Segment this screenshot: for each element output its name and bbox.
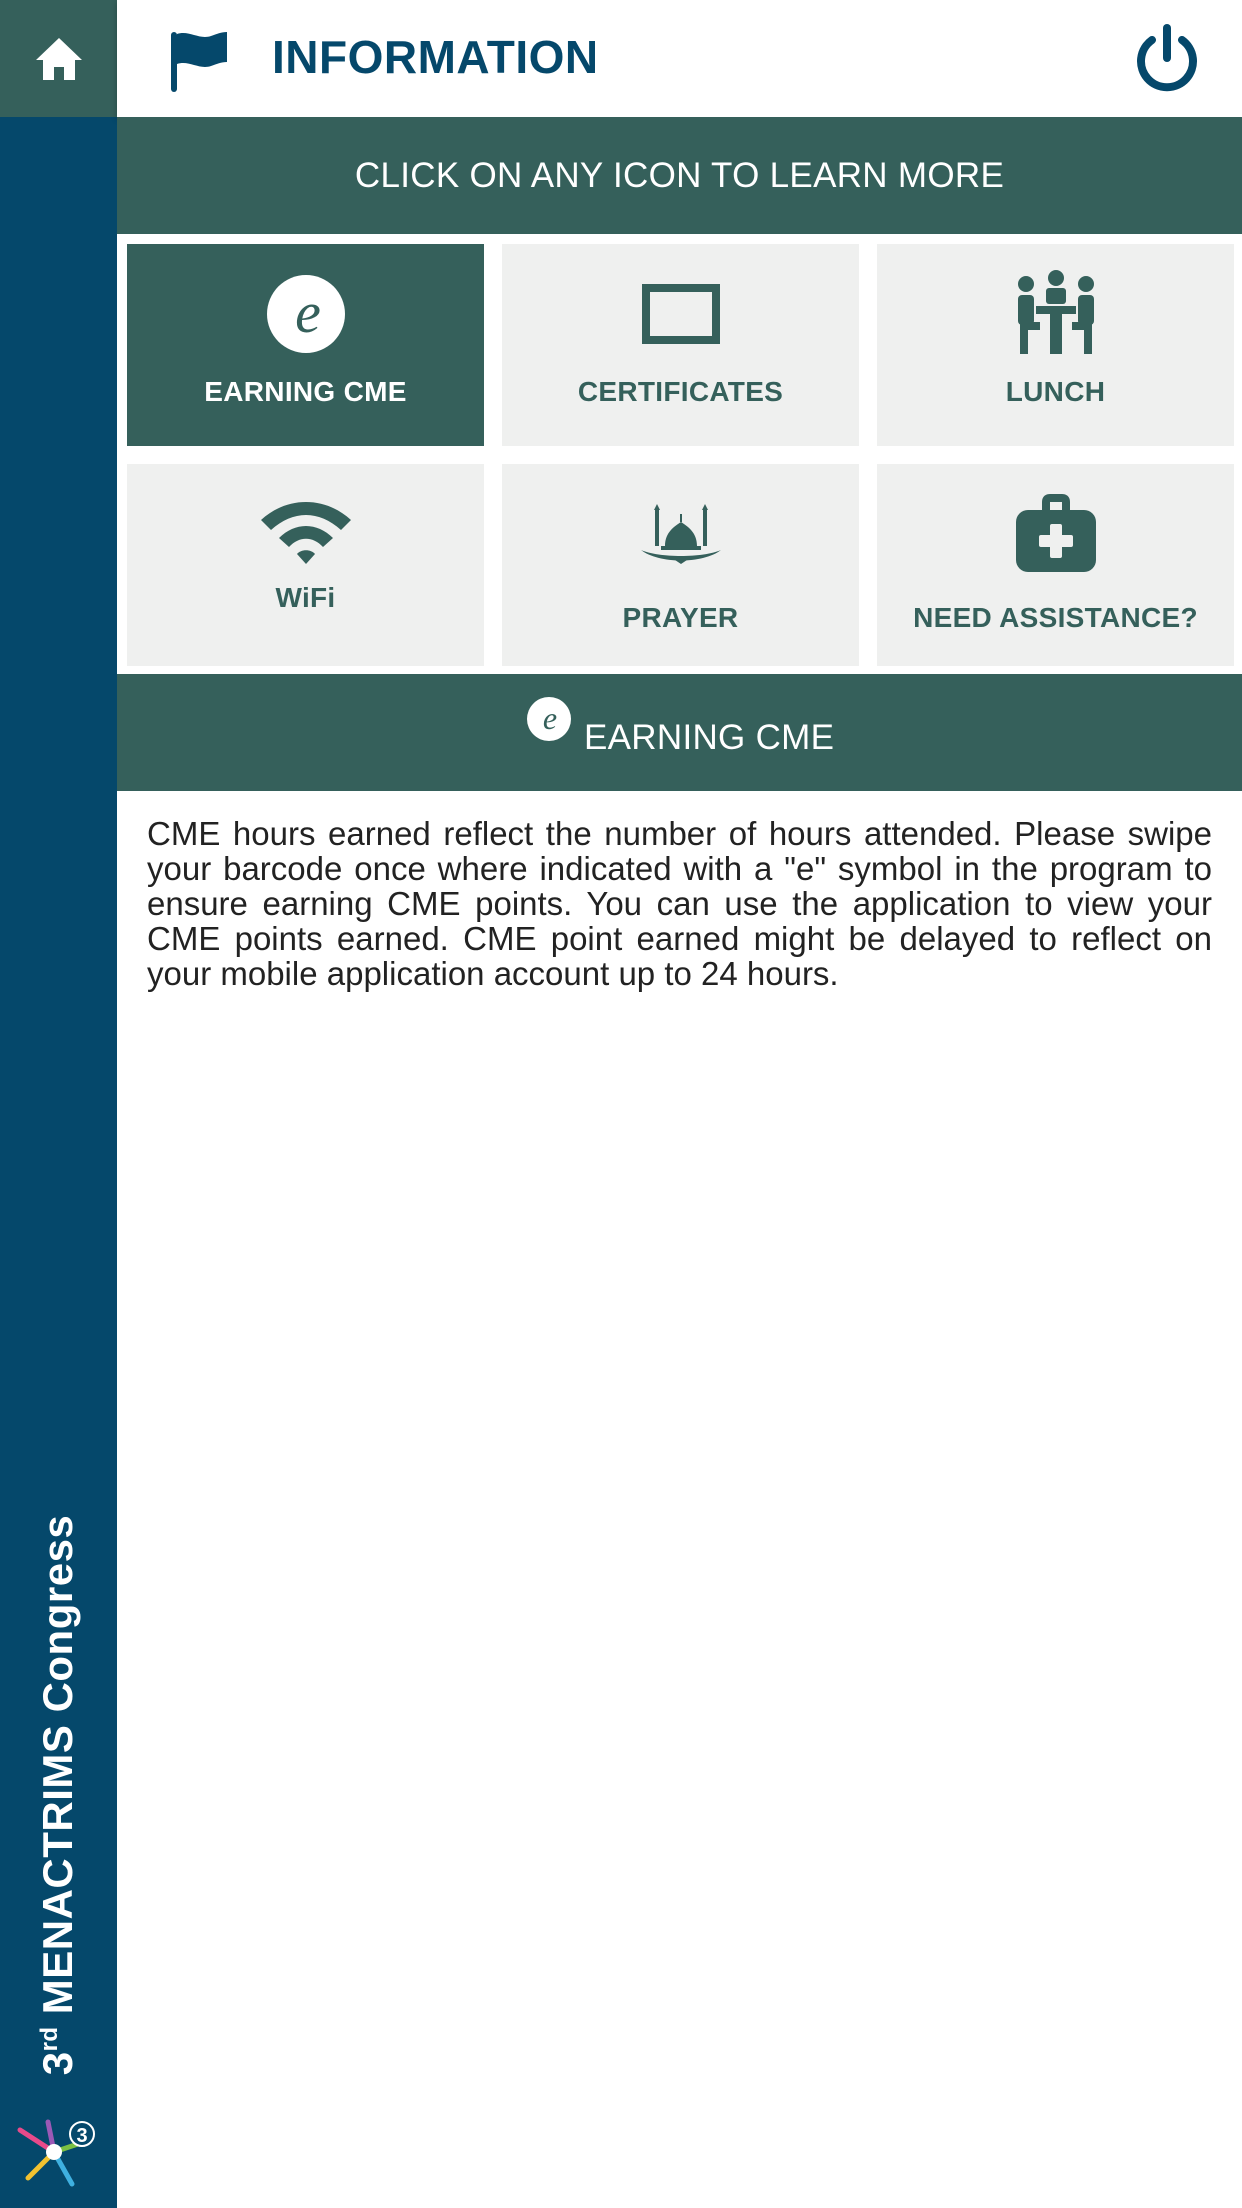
svg-text:e: e — [542, 700, 558, 736]
sidebar — [0, 0, 117, 2208]
e-cme-icon — [526, 696, 572, 742]
congress-logo — [8, 2112, 100, 2192]
power-icon[interactable] — [1132, 24, 1202, 96]
tile-label: PRAYER — [622, 602, 739, 633]
e-cme-icon — [266, 274, 346, 354]
page-title: INFORMATION — [272, 31, 599, 83]
wifi-icon — [257, 496, 355, 566]
tile-prayer[interactable] — [502, 464, 859, 666]
lunch-icon — [1016, 270, 1096, 356]
svg-text:3: 3 — [76, 2125, 88, 2147]
tile-label: LUNCH — [1005, 376, 1106, 407]
tile-need-assistance[interactable] — [877, 464, 1234, 666]
svg-text:e: e — [294, 280, 321, 345]
section-title: EARNING CME — [584, 718, 835, 757]
tile-certificates[interactable] — [502, 244, 859, 446]
flag-icon — [167, 28, 231, 94]
tile-label: EARNING CME — [204, 376, 407, 407]
tile-label: CERTIFICATES — [577, 376, 784, 407]
instruction-banner: CLICK ON ANY ICON TO LEARN MORE — [117, 117, 1242, 234]
top-header — [117, 0, 1242, 117]
tile-wifi[interactable] — [127, 464, 484, 666]
tile-label: NEED ASSISTANCE? — [913, 602, 1198, 633]
section-header — [117, 674, 1242, 791]
home-button[interactable] — [0, 0, 117, 117]
home-icon — [34, 36, 84, 82]
certificate-icon — [642, 282, 720, 344]
tile-label: WiFi — [275, 582, 336, 613]
first-aid-icon — [1016, 492, 1096, 574]
tile-earning-cme[interactable] — [127, 244, 484, 446]
mosque-icon — [639, 502, 723, 566]
congress-brand: 3rd MENACTRIMS Congress — [34, 1514, 81, 2076]
cme-description: CME hours earned reflect the number of hours attended. Please swipe your barcode once where indicated with a "e" symbol in the program to ensure earning CME points. You can use the application to view your CME points earned. CME point earned might be delayed to reflect on your mobile application account up to 24 hours. — [147, 815, 1212, 992]
tile-lunch[interactable] — [877, 244, 1234, 446]
